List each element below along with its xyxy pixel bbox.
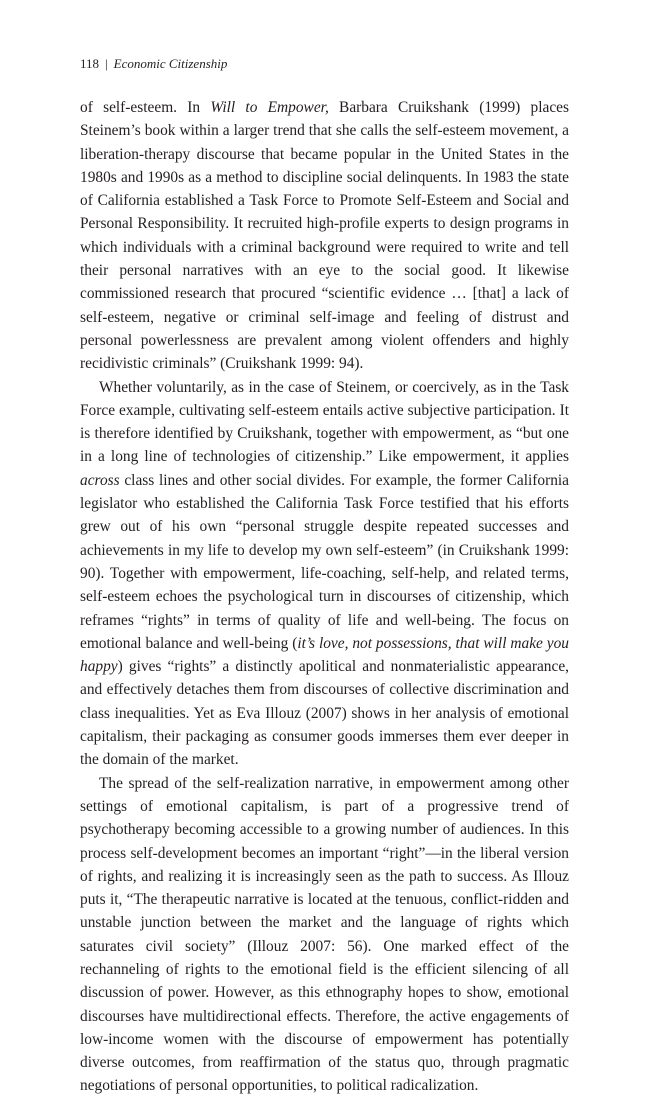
running-title: Economic Citizenship: [113, 56, 228, 71]
emphasis-across: across: [80, 471, 120, 489]
paragraph-2-text-3: ) gives “rights” a distinctly apolitical and nonmaterialistic appearance, and effectively detaches them from discourses of collective discrimination and class inequalities. Yet as Eva Illouz (2007) shows in her analysis of emotional capitalism, their packaging as consumer goods immerses them ever deeper in the domain of the market.: [80, 658, 569, 769]
page-number: 118: [80, 56, 100, 71]
paragraph-2-text-2: class lines and other social divides. For example, the former California legislator who established the California Task Force testified that his efforts grew out of his own “personal struggle despite repeated successes and achievements in my life to develop my own self-esteem” (in Cruikshank 1999: 90). Together with empowerment, life-coaching, self-help, and related terms, self-esteem echoes the psychological turn in discourses of citizenship, which reframes “rights” in terms of quality of life and well-being. The focus on emotional balance and well-being (: [80, 471, 569, 652]
paragraph-2-text-1: Whether voluntarily, as in the case of Steinem, or coercively, as in the Task Force example, cultivating self-esteem entails active subjective participation. It is therefore identified by Cruikshank, together with empowerment, as “but one in a long line of technologies of citizenship.” Like empowerment, it applies: [80, 378, 569, 466]
emphasis-slogan: it’s love, not possessions, that will make you happy: [80, 634, 569, 676]
paragraph-1: [80, 96, 569, 376]
book-title-will-to-empower: Will to Empower,: [210, 99, 329, 116]
paragraph-2: [80, 376, 569, 772]
paragraph-1-text-1: of self-esteem. In: [80, 99, 211, 116]
paragraph-3: [80, 772, 569, 1098]
header-separator: |: [105, 56, 108, 71]
paragraph-1-text-2: Barbara Cruikshank (1999) places Steinem’s book within a larger trend that she calls the self-esteem movement, a liberation-therapy discourse that became popular in the United States in the 1980s and 1990s as a method to discipline social delinquents. In 1983 the state of California established a Task Force to Promote Self-Esteem and Social and Personal Responsibility. It recruited high-profile experts to design programs in which individuals with a criminal background were required to write and tell their personal narratives with an eye to the social good. It likewise commissioned research that procured “scientific evidence … [that] a lack of self-esteem, negative or criminal self-image and feeling of distrust and personal powerlessness are prevalent among violent offenders and highly recidivistic criminals” (Cruikshank 1999: 94).: [80, 99, 570, 373]
paragraph-3-text-1: The spread of the self-realization narrative, in empowerment among other settings of emotional capitalism, is part of a progressive trend of psychotherapy becoming accessible to a growing number of audiences. In this process self-development becomes an important “right”—in the liberal version of rights, and realizing it is increasingly seen as the path to success. As Illouz puts it, “The therapeutic narrative is located at the tenuous, conflict-ridden and unstable junction between the market and the language of rights which saturates civil society” (Illouz 2007: 56). One marked effect of the rechanneling of rights to the emotional field is the efficient silencing of all discussion of power. However, as this ethnography hopes to show, emotional discourses have multidirectional effects. Therefore, the active engagements of low-income women with the discourse of empowerment has potentially diverse outcomes, from reaffirmation of the status quo, through pragmatic negotiations of personal opportunities, to political radicalization.: [80, 774, 569, 1095]
running-header: [80, 56, 227, 72]
body-text: [80, 96, 569, 1098]
